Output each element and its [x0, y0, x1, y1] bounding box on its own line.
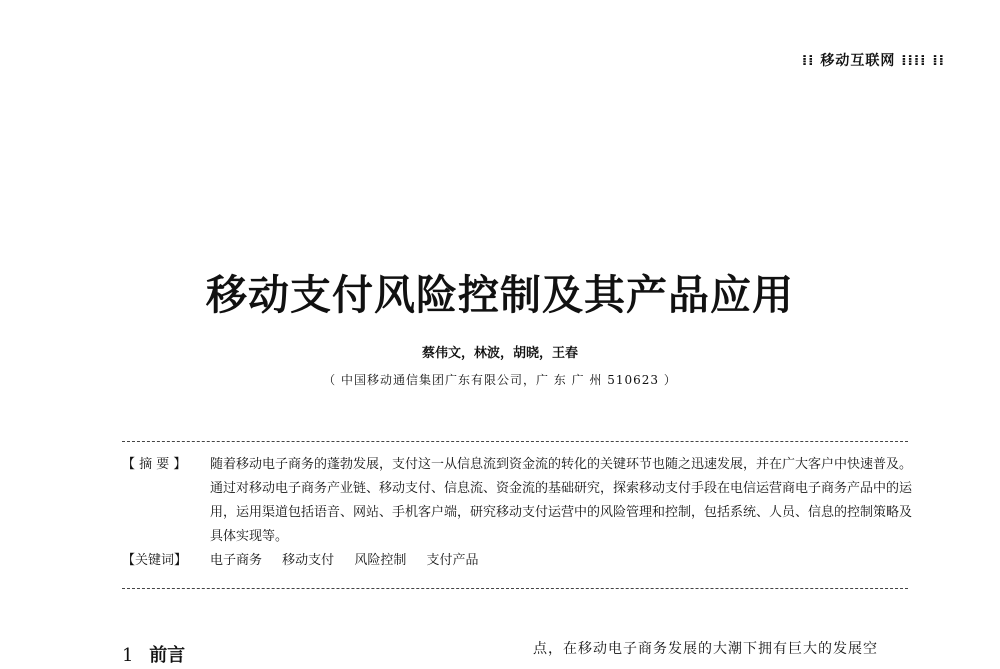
- abstract-text: 随着移动电子商务的蓬勃发展，支付这一从信息流到资金流的转化的关键环节也随之迅速发展，并在广大客户中快速普及。通过对移动电子商务产业链、移动支付、信息流、资金流的基础研究，探索移动支付手段在电信运营商电子商务产品中的运用，运用渠道包括语音、网站、手机客户端，研究移动支付运营中的风险管理和控制，包括系统、人员、信息的控制策略及具体实现等。: [210, 457, 913, 544]
- paper-affiliation: （ 中国移动通信集团广东有限公司，广 东 广 州 510623 ）: [323, 373, 677, 387]
- keyword-item: 移动支付: [282, 553, 335, 568]
- keywords-label: 【关键词】: [122, 553, 188, 568]
- abstract-bottom-divider: [122, 588, 908, 589]
- abstract-block: [122, 453, 912, 573]
- paper-authors: 蔡伟文，林波，胡晓，王春: [421, 346, 578, 361]
- section-heading: [122, 641, 185, 667]
- keywords-row: [122, 549, 912, 573]
- paper-title: 移动支付风险控制及其产品应用: [206, 271, 794, 319]
- keywords-list: [210, 549, 912, 573]
- abstract-label: 【 摘 要 】: [122, 457, 187, 472]
- section-title: 前言: [149, 645, 186, 666]
- keyword-item: 支付产品: [426, 553, 479, 568]
- journal-section-tag: ⁞⁞ 移动互联网 ⁞⁞⁞⁞ ⁞⁞: [801, 53, 945, 69]
- abstract-top-divider: [122, 441, 908, 442]
- abstract-row: [122, 453, 912, 549]
- body-text-fragment: 点，在移动电子商务发展的大潮下拥有巨大的发展空: [533, 641, 878, 657]
- section-number: 1: [122, 645, 134, 666]
- keyword-item: 风险控制: [354, 553, 407, 568]
- keyword-item: 电子商务: [210, 553, 263, 568]
